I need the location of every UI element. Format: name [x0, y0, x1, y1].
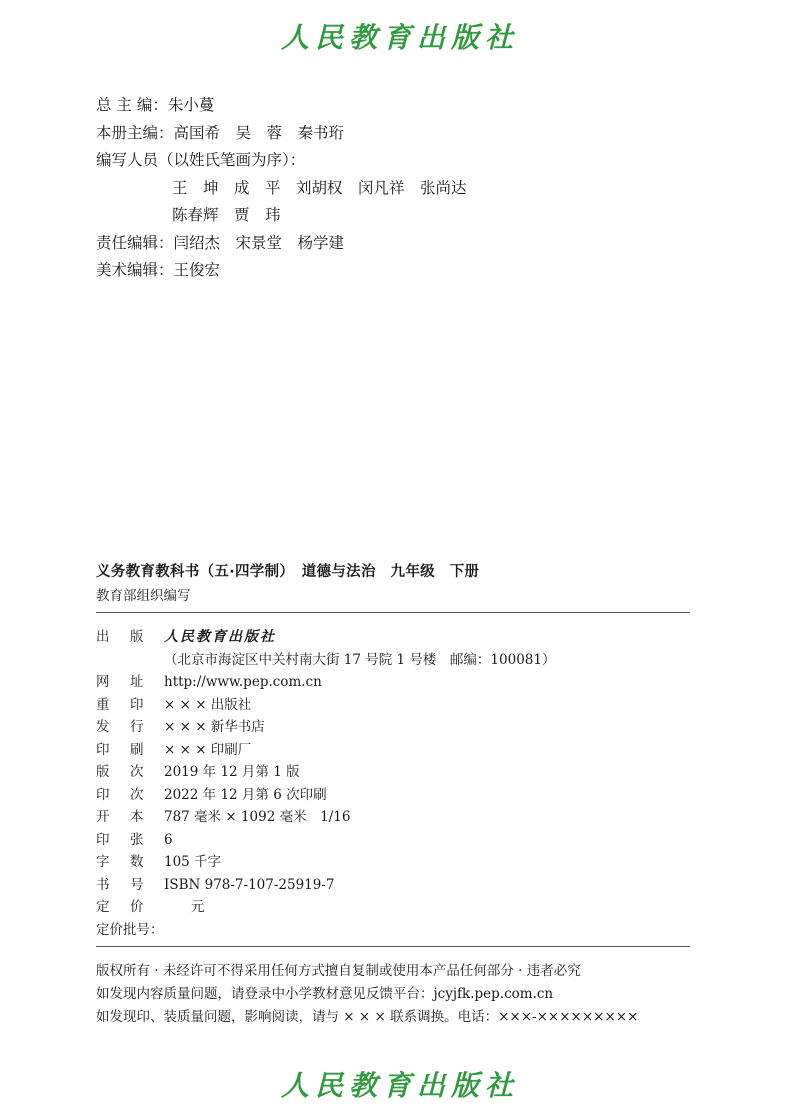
pub-row-edition: [96, 761, 555, 784]
pub-key: 价: [130, 899, 144, 915]
pub-row-reprint: [96, 694, 555, 717]
credit-row-volume-editor: [96, 120, 467, 148]
pub-key: 号: [130, 876, 144, 893]
pub-key: 出: [96, 629, 110, 645]
pub-key: 书: [96, 876, 110, 893]
pub-value: 2022 年 12 月第 6 次印刷: [164, 786, 327, 803]
credit-value: 朱小蔓: [167, 96, 215, 114]
pub-key: [130, 649, 164, 672]
pub-key: 定: [96, 899, 110, 915]
credit-row-writers-2: [96, 202, 467, 230]
pub-row-website: [96, 671, 555, 694]
credit-label: 总 主 编：: [96, 96, 168, 114]
book-title: 义务教育教科书（五·四学制） 道德与法治 九年级 下册: [96, 564, 480, 580]
pub-row-format: [96, 806, 555, 829]
pub-value: ISBN 978-7-107-25919-7: [164, 876, 335, 893]
credit-label: 编写人员（以姓氏笔画为序）：: [96, 151, 306, 169]
pub-row-address: [96, 649, 555, 672]
pub-value: 元: [164, 899, 205, 915]
pub-key: 开: [96, 809, 110, 825]
credit-value: 王俊宏: [173, 261, 221, 279]
credit-label: [96, 202, 172, 230]
publication-info: [96, 626, 555, 941]
credit-label: [96, 175, 172, 203]
credit-row-chief-editor: [96, 92, 467, 120]
pub-key: 网: [96, 674, 110, 690]
credit-row-writers-heading: [96, 147, 467, 175]
pub-key: 印: [130, 696, 144, 713]
pub-row-word-count: [96, 851, 555, 874]
pub-row-sheets: [96, 829, 555, 852]
credit-label: 美术编辑：: [96, 261, 174, 279]
pub-value: 6: [164, 831, 173, 848]
publisher-logo-inline: 人民教育出版社: [164, 629, 276, 645]
pub-key: 印: [96, 741, 110, 758]
credit-row-art-editor: [96, 257, 467, 285]
pub-key: 行: [130, 719, 144, 735]
pub-row-isbn: [96, 874, 555, 897]
footer-line: 如发现内容质量问题，请登录中小学教材意见反馈平台：jcyjfk.pep.com.cn: [96, 986, 554, 1002]
publisher-logo-top: 人民教育出版社: [280, 21, 519, 54]
credit-value: 陈春辉 贾 玮: [172, 206, 281, 224]
pub-key: 次: [130, 786, 144, 803]
pub-key: 发: [96, 719, 110, 735]
pub-value: × × × 新华书店: [164, 719, 265, 735]
credits-section: [96, 92, 467, 285]
pub-key: 址: [130, 674, 144, 690]
publisher-logo-bottom: 人民教育出版社: [280, 1069, 519, 1102]
pub-key: 重: [96, 696, 110, 713]
pub-key: 本: [130, 809, 144, 825]
pub-key: 定价批号：: [96, 921, 164, 938]
copyright-notice: [96, 960, 638, 1029]
credit-value: 王 坤 成 平 刘胡权 闵凡祥 张尚达: [172, 178, 467, 197]
credit-row-writers-1: [96, 175, 467, 203]
pub-row-price: [96, 896, 555, 919]
pub-key: 数: [130, 854, 144, 870]
pub-key: 版: [96, 764, 110, 780]
pub-value: × × × 印刷厂: [164, 741, 252, 758]
pub-key: 次: [130, 764, 144, 780]
pub-row-printing: [96, 784, 555, 807]
book-subtitle: 教育部组织编写: [96, 588, 191, 604]
pub-key: [96, 649, 130, 672]
pub-key: 张: [130, 831, 144, 848]
pub-key: 版: [130, 629, 144, 645]
divider-top: [96, 612, 690, 613]
pub-value: http://www.pep.com.cn: [164, 674, 322, 690]
credit-label: 本册主编：: [96, 123, 174, 142]
pub-key: 刷: [130, 741, 144, 758]
pub-value: × × × 出版社: [164, 696, 252, 713]
credit-value: 高国希 吴 蓉 秦书珩: [173, 123, 345, 142]
credit-value: 闫绍杰 宋景堂 杨学建: [173, 233, 345, 252]
pub-row-printer: [96, 739, 555, 762]
pub-value: 2019 年 12 月第 1 版: [164, 764, 300, 780]
pub-value: （北京市海淀区中关村南大街 17 号院 1 号楼 邮编：100081）: [164, 651, 556, 668]
divider-bottom: [96, 946, 690, 947]
pub-row-price-approval: [96, 919, 555, 942]
pub-key: 字: [96, 854, 110, 870]
pub-row-distribution: [96, 716, 555, 739]
footer-line: 版权所有 · 未经许可不得采用任何方式擅自复制或使用本产品任何部分 · 违者必究: [96, 963, 581, 979]
pub-value: 787 毫米 × 1092 毫米 1/16: [164, 809, 351, 825]
pub-key: 印: [96, 831, 110, 848]
credit-row-responsible-editor: [96, 230, 467, 258]
pub-value: 105 千字: [164, 854, 222, 870]
pub-key: 印: [96, 786, 110, 803]
pub-row-publisher: [96, 626, 555, 649]
credit-label: 责任编辑：: [96, 233, 174, 252]
footer-line: 如发现印、装质量问题，影响阅读，请与 × × × 联系调换。电话：×××-×××××××××: [96, 1009, 639, 1025]
